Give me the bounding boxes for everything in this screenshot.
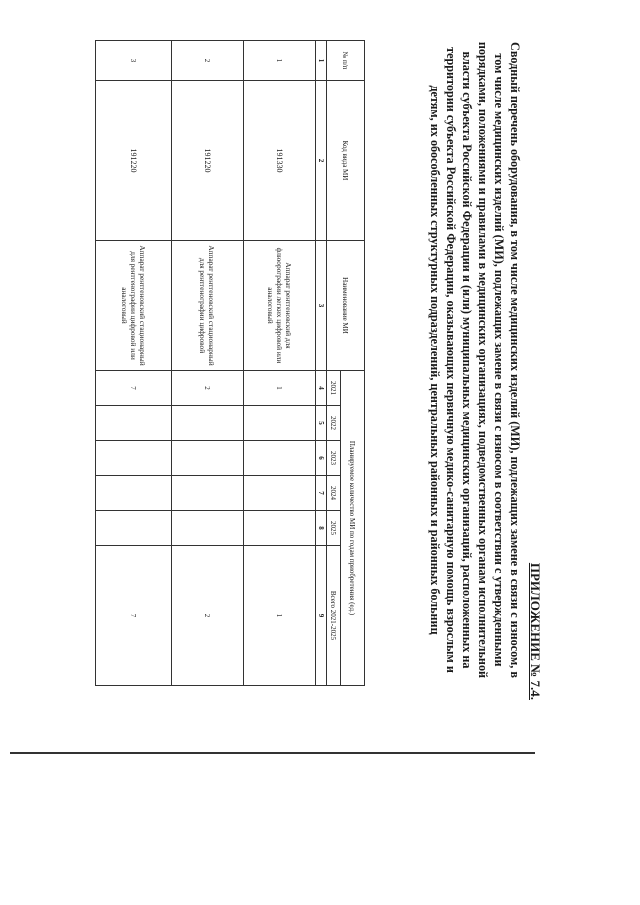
table-row	[244, 41, 316, 686]
row-code: 191220	[172, 81, 244, 241]
row-name: Аппарат рентгеновский стационарный для рентгенографии цифровой или аналоговый	[96, 241, 172, 371]
header-num: № п/п	[327, 41, 365, 81]
row-total: 2	[172, 546, 244, 686]
row-2025	[172, 511, 244, 546]
row-2021: 1	[244, 371, 316, 406]
column-number: 4	[316, 371, 327, 406]
row-2025	[96, 511, 172, 546]
row-2022	[244, 406, 316, 441]
row-num: 1	[244, 41, 316, 81]
header-total: Всего 2021-2025	[327, 546, 341, 686]
header-name: Наименование МИ	[327, 241, 365, 371]
header-year-2022: 2022	[327, 406, 341, 441]
column-number: 7	[316, 476, 327, 511]
equipment-table	[95, 40, 365, 686]
table-row	[172, 41, 244, 686]
row-2023	[172, 441, 244, 476]
appendix-label: ПРИЛОЖЕНИЕ № 7.4.	[528, 562, 543, 700]
document-title: Сводный перечень оборудования, в том числе медицинских изделий (МИ), подлежащих замене в связи с износом, в том числе медицинских изделий (МИ), подлежащих замене в связи с износом в соответствии с утвержденными порядками, положениями и правилами в медицинских организациях, подведомственных органам исполнительной власти субъекта Российской Федерации и (или) муниципальных медицинских организаций, расположенных на территории субъекта Российской Федерации, оказывающих первичную медико-санитарную помощь взрослым и детям, их обособленных структурных подразделений, центральных районных и районных больниц	[428, 41, 522, 679]
row-code: 191220	[96, 81, 172, 241]
row-2025	[244, 511, 316, 546]
header-year-2023: 2023	[327, 441, 341, 476]
row-2023	[96, 441, 172, 476]
row-num: 2	[172, 41, 244, 81]
column-number: 8	[316, 511, 327, 546]
row-2024	[96, 476, 172, 511]
header-code: Код вида МИ	[327, 81, 365, 241]
header-planned: Планируемое количество МИ по годам приобретения (ед.)	[341, 371, 365, 686]
row-name: Аппарат рентгеновский для флюорографии легких цифровой или аналоговый	[244, 241, 316, 371]
header-year-2025: 2025	[327, 511, 341, 546]
row-2022	[172, 406, 244, 441]
header-year-2024: 2024	[327, 476, 341, 511]
rotated-page	[95, 40, 545, 700]
row-2024	[172, 476, 244, 511]
row-total: 7	[96, 546, 172, 686]
row-2023	[244, 441, 316, 476]
bottom-divider	[10, 752, 535, 754]
column-number: 9	[316, 546, 327, 686]
row-name: Аппарат рентгеновский стационарный для рентгенографии цифровой	[172, 241, 244, 371]
row-code: 191330	[244, 81, 316, 241]
row-2024	[244, 476, 316, 511]
row-2021: 7	[96, 371, 172, 406]
column-number: 6	[316, 441, 327, 476]
column-number-row	[316, 41, 327, 686]
row-total: 1	[244, 546, 316, 686]
row-2021: 2	[172, 371, 244, 406]
row-num: 3	[96, 41, 172, 81]
row-2022	[96, 406, 172, 441]
table-row	[96, 41, 172, 686]
column-number: 5	[316, 406, 327, 441]
column-number: 2	[316, 81, 327, 241]
header-year-2021: 2021	[327, 371, 341, 406]
column-number: 1	[316, 41, 327, 81]
column-number: 3	[316, 241, 327, 371]
